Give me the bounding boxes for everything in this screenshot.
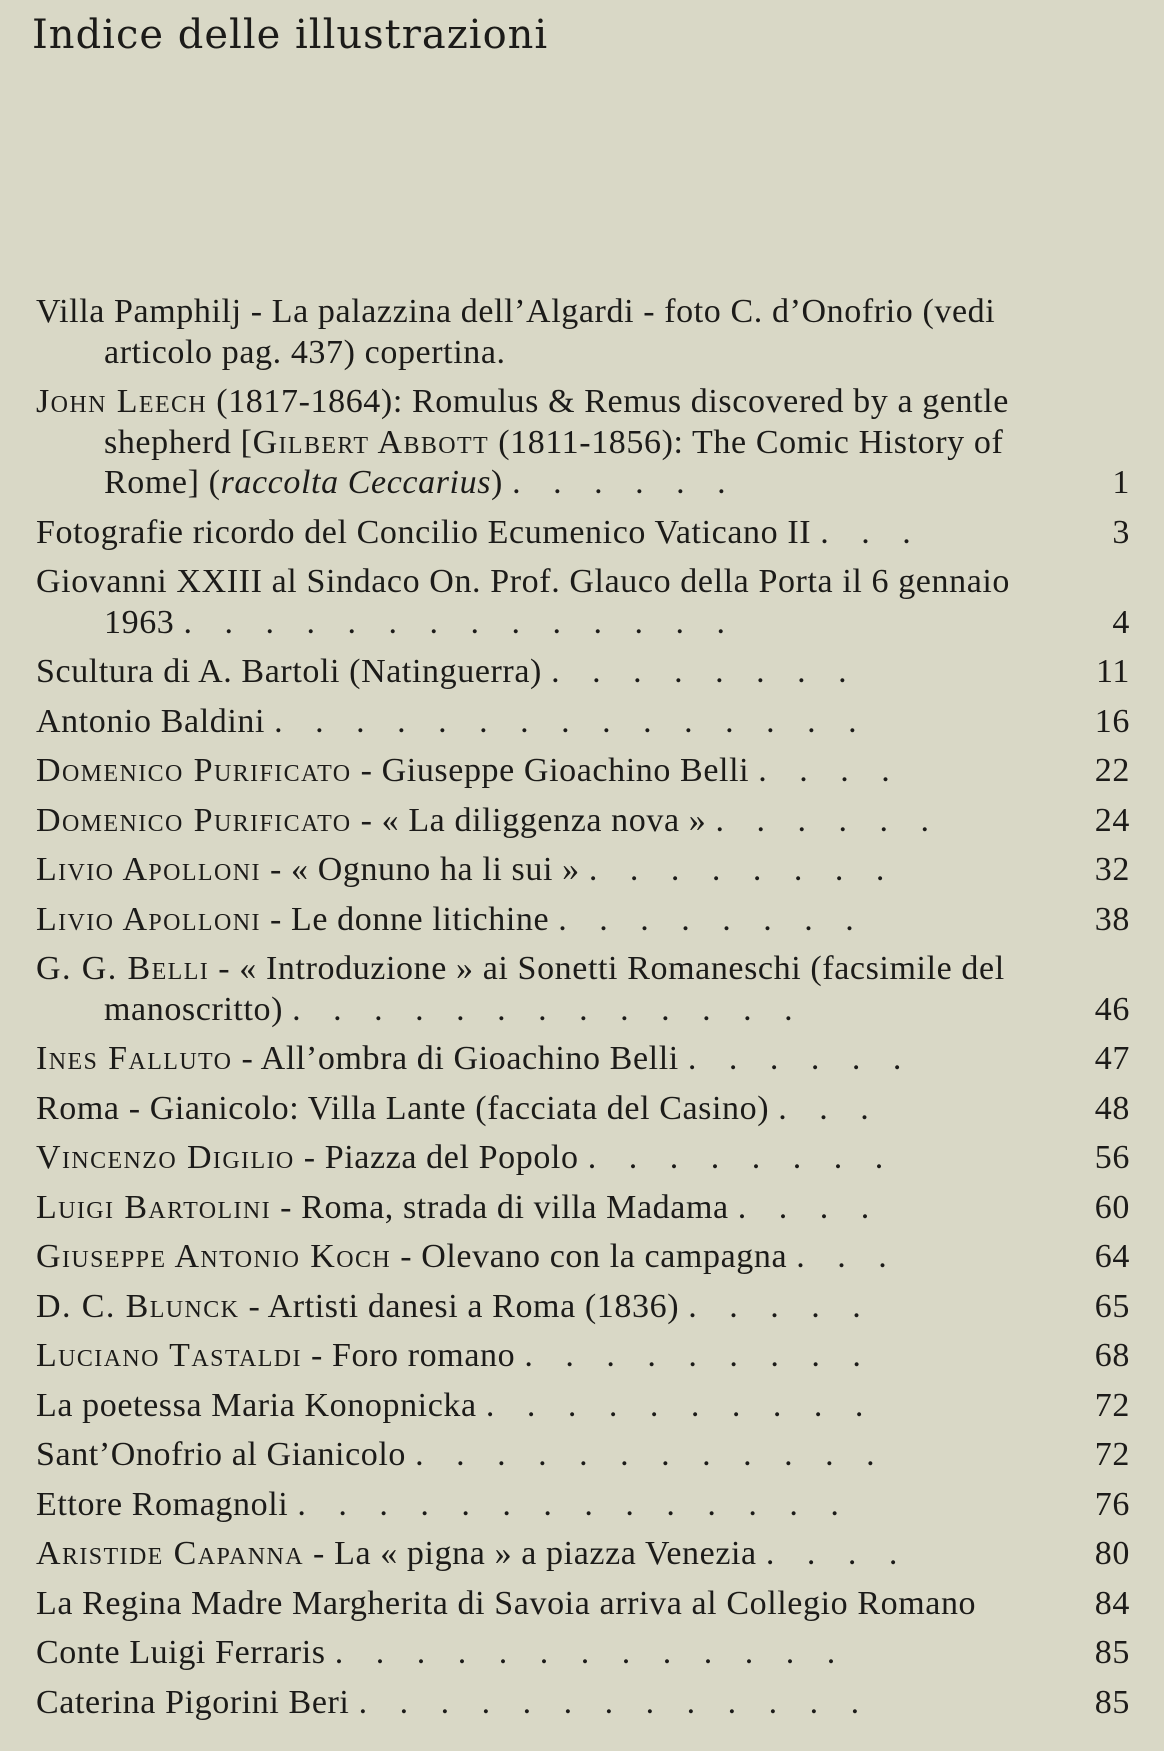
illustrations-index (36, 292, 1136, 1732)
index-entry (36, 801, 1136, 842)
index-entry (36, 1435, 1136, 1476)
index-entry (36, 900, 1136, 941)
entry-title: Conte Luigi Ferraris (36, 1634, 326, 1671)
entry-title: Giovanni XXIII al Sindaco On. Prof. Glauco della Porta il 6 gennaio 1963 (36, 563, 1011, 641)
entry-page: 72 (1094, 1386, 1130, 1424)
entry-title: - Le donne litichine (269, 900, 550, 938)
entry-text: John Leech (1817-1864): Romulus & Remus discovered by a gentle shepherd [Gilbert Abbott (1811-1856): The Comic History of Rome] (raccolta Ceccarius) . . . . . . (36, 383, 1009, 501)
entry-text: Domenico Purificato - « La diliggenza nova » . . . . . . (36, 801, 941, 839)
index-entry (36, 1534, 1136, 1575)
entry-text: Sant’Onofrio al Gianicolo . . . . . . . . . . . . (36, 1436, 887, 1473)
entry-text: Luciano Tastaldi - Foro romano . . . . . . . . . (36, 1337, 873, 1374)
entry-page: 76 (1094, 1485, 1130, 1523)
entry-title: Villa Pamphilj - La palazzina dell’Algardi - foto C. d’Onofrio (vedi articolo pag. 437) copertina. (36, 293, 996, 371)
entry-title: - Olevano con la campagna (400, 1238, 788, 1275)
index-entry (36, 1584, 1136, 1625)
entry-text: G. G. Belli - « Introduzione » ai Sonetti Romaneschi (facsimile del manoscritto) . . . . . . . . . . . . . (36, 950, 1005, 1028)
index-entry (36, 1336, 1136, 1377)
entry-author: Luciano Tastaldi (36, 1337, 302, 1374)
entry-text: Aristide Capanna - La « pigna » a piazza Venezia . . . . (36, 1535, 910, 1572)
entry-title: La poetessa Maria Konopnicka (36, 1386, 477, 1424)
entry-title: - Roma, strada di villa Madama (280, 1188, 729, 1226)
entry-author: Luigi Bartolini (36, 1188, 272, 1226)
entry-title: Roma - Gianicolo: Villa Lante (facciata del Casino) (36, 1089, 770, 1127)
entry-page: 32 (1094, 851, 1130, 888)
entry-page: 84 (1094, 1584, 1130, 1622)
index-entry (36, 850, 1136, 891)
entry-author: Ines Falluto (36, 1040, 233, 1077)
entry-italic-note: raccolta Ceccarius (220, 464, 492, 501)
entry-title: La Regina Madre Margherita di Savoia arriva al Collegio Romano (36, 1584, 977, 1622)
entry-text: Giovanni XXIII al Sindaco On. Prof. Glauco della Porta il 6 gennaio 1963 . . . . . . . . . . . . . . (36, 563, 1011, 641)
entry-text: Vincenzo Digilio - Piazza del Popolo . . . . . . . . (36, 1139, 896, 1176)
entry-author: Livio Apolloni (36, 851, 261, 888)
index-entry (36, 1089, 1136, 1130)
entry-title: - Foro romano (311, 1337, 516, 1374)
entry-title: Scultura di A. Bartoli (Natinguerra) (36, 653, 542, 690)
entry-author: Giuseppe Antonio Koch (36, 1238, 392, 1275)
entry-page: 24 (1094, 801, 1130, 839)
entry-page: 3 (1112, 513, 1130, 551)
entry-title: Antonio Baldini (36, 702, 266, 740)
entry-page: 80 (1094, 1535, 1130, 1572)
entry-page: 47 (1094, 1040, 1130, 1077)
entry-author: Vincenzo Digilio (36, 1139, 295, 1176)
index-entry (36, 949, 1136, 1030)
entry-title: - « Introduzione » ai Sonetti Romaneschi (facsimile del manoscritto) (104, 950, 1005, 1028)
entry-page: 72 (1094, 1436, 1130, 1473)
index-entry (36, 1039, 1136, 1080)
entry-page: 64 (1094, 1238, 1130, 1275)
entry-page: 60 (1094, 1188, 1130, 1226)
entry-page: 16 (1094, 702, 1130, 740)
entry-page: 38 (1094, 900, 1130, 938)
entry-page: 56 (1094, 1139, 1130, 1176)
index-entry (36, 382, 1136, 504)
entry-page: 48 (1094, 1089, 1130, 1127)
entry-text: D. C. Blunck - Artisti danesi a Roma (1836) . . . . . (36, 1287, 873, 1325)
entry-page: 1 (1112, 464, 1130, 501)
index-entry (36, 1386, 1136, 1427)
entry-text: Antonio Baldini . . . . . . . . . . . . . . . (36, 702, 869, 740)
entry-title-continued: (1811-1856): The Comic History of Rome] ( (104, 423, 1004, 501)
index-entry (36, 1138, 1136, 1179)
entry-page: 46 (1094, 990, 1130, 1028)
entry-page: 4 (1112, 603, 1130, 641)
entry-text: Livio Apolloni - Le donne litichine . . . . . . . . (36, 900, 866, 938)
entry-title: - « La diliggenza nova » (360, 801, 707, 839)
index-entry (36, 751, 1136, 792)
entry-author: Domenico Purificato (36, 752, 352, 789)
index-entry (36, 562, 1136, 643)
entry-text: Scultura di A. Bartoli (Natinguerra) . . . . . . . . (36, 653, 859, 690)
index-entry (36, 292, 1136, 373)
index-entry (36, 1287, 1136, 1328)
index-entry (36, 1485, 1136, 1526)
page-title: Indice delle illustrazioni (32, 12, 549, 58)
index-entry (36, 513, 1136, 554)
entry-text: Luigi Bartolini - Roma, strada di villa Madama . . . . (36, 1188, 882, 1226)
entry-page: 11 (1096, 653, 1130, 690)
entry-text (36, 292, 1036, 373)
index-entry (36, 1683, 1136, 1724)
index-entry (36, 702, 1136, 743)
index-entry (36, 1188, 1136, 1229)
index-entry (36, 1237, 1136, 1278)
entry-text: Ettore Romagnoli . . . . . . . . . . . . . . (36, 1485, 851, 1523)
entry-text: Giuseppe Antonio Koch - Olevano con la campagna . . . (36, 1238, 899, 1275)
entry-author: Aristide Capanna (36, 1535, 304, 1572)
entry-text: Conte Luigi Ferraris . . . . . . . . . . . . . (36, 1634, 848, 1671)
index-entry (36, 652, 1136, 693)
entry-title-end: ) (491, 464, 503, 501)
entry-author: Livio Apolloni (36, 900, 261, 938)
entry-page: 68 (1094, 1337, 1130, 1374)
entry-title: - « Ognuno ha li sui » (269, 851, 580, 888)
entry-text: Domenico Purificato - Giuseppe Gioachino Belli . . . . (36, 752, 902, 789)
entry-title: - La « pigna » a piazza Venezia (313, 1535, 757, 1572)
entry-author: G. G. Belli (36, 950, 210, 987)
entry-text: Fotografie ricordo del Concilio Ecumenico Vaticano II . . . (36, 513, 923, 551)
entry-text: Roma - Gianicolo: Villa Lante (facciata del Casino) . . . (36, 1089, 881, 1127)
entry-text: Caterina Pigorini Beri . . . . . . . . . . . . . (36, 1683, 872, 1721)
entry-title: Sant’Onofrio al Gianicolo (36, 1436, 407, 1473)
entry-author-secondary: Gilbert Abbott (252, 423, 490, 461)
entry-title: - Artisti danesi a Roma (1836) (248, 1287, 680, 1325)
entry-title: - Piazza del Popolo (303, 1139, 579, 1176)
entry-author: Domenico Purificato (36, 801, 352, 839)
entry-author: John Leech (36, 383, 208, 420)
entry-title: Caterina Pigorini Beri (36, 1683, 350, 1721)
entry-title: - Giuseppe Gioachino Belli (360, 752, 750, 789)
entry-title: Ettore Romagnoli (36, 1485, 289, 1523)
entry-page: 85 (1094, 1634, 1130, 1671)
entry-title: - All’ombra di Gioachino Belli (241, 1040, 679, 1077)
index-entry (36, 1633, 1136, 1674)
entry-text (36, 1584, 1036, 1625)
entry-title: Fotografie ricordo del Concilio Ecumenico Vaticano II (36, 513, 812, 551)
entry-title: (1817-1864): Romulus & Remus discovered by a gentle shepherd [ (104, 383, 1009, 461)
entry-text: Livio Apolloni - « Ognuno ha li sui » . . . . . . . . (36, 851, 897, 888)
entry-text: Ines Falluto - All’ombra di Gioachino Belli . . . . . . (36, 1040, 914, 1077)
entry-page: 65 (1094, 1287, 1130, 1325)
entry-page: 85 (1094, 1683, 1130, 1721)
entry-author: D. C. Blunck (36, 1287, 240, 1325)
entry-text: La poetessa Maria Konopnicka . . . . . . . . . . (36, 1386, 876, 1424)
entry-page: 22 (1094, 752, 1130, 789)
